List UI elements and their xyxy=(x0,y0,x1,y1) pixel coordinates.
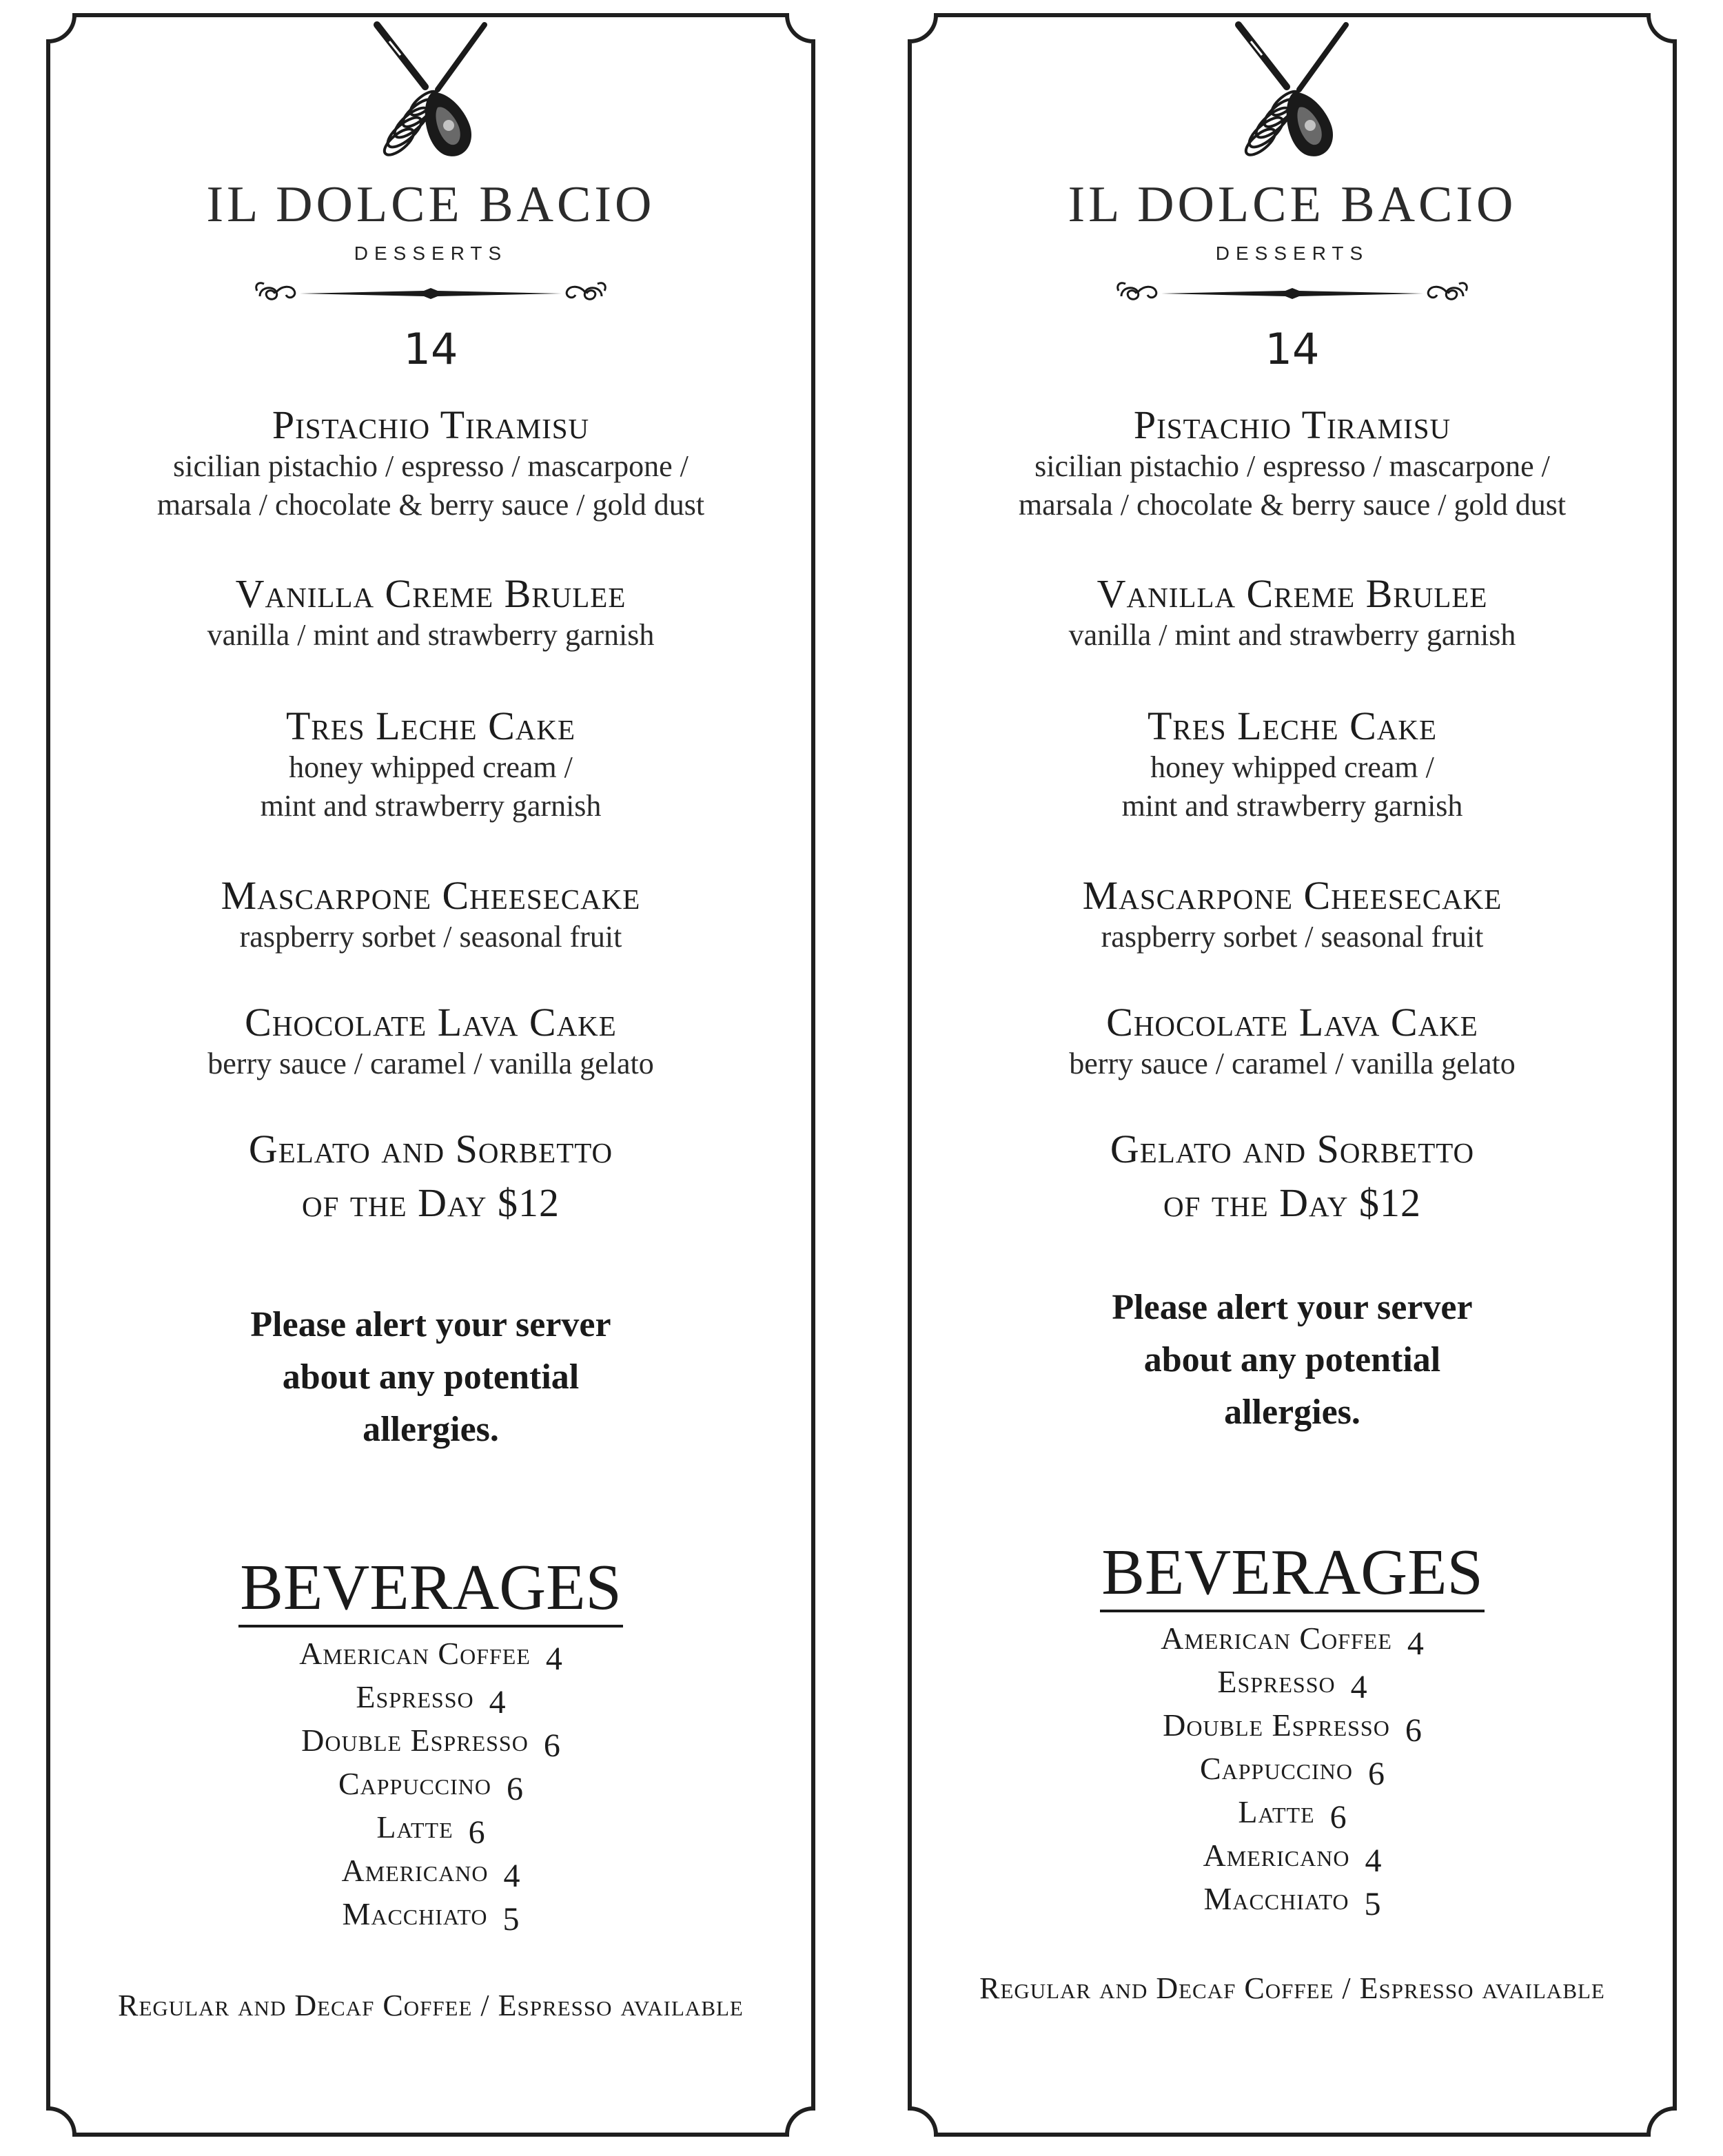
beverage-row xyxy=(862,1836,1723,1879)
beverage-price: 4 xyxy=(1365,1842,1382,1879)
beverages-title: BEVERAGES xyxy=(0,1550,862,1625)
menu-item xyxy=(0,403,862,524)
beverage-name: Latte xyxy=(1238,1794,1315,1829)
beverage-price: 5 xyxy=(1364,1886,1381,1922)
beverage-price: 5 xyxy=(502,1901,520,1938)
beverage-name: Double Espresso xyxy=(301,1723,529,1758)
allergy-line: Please alert your server xyxy=(1112,1288,1473,1327)
beverage-name: Americano xyxy=(341,1853,489,1888)
item-name: Vanilla Creme Brulee xyxy=(1097,571,1488,616)
menu-item xyxy=(0,572,862,655)
beverage-price: 6 xyxy=(543,1727,560,1764)
item-name: Chocolate Lava Cake xyxy=(1106,1000,1478,1045)
menu-item xyxy=(0,704,862,825)
beverage-price: 6 xyxy=(507,1771,524,1807)
beverage-price: 6 xyxy=(1368,1756,1385,1792)
beverage-row xyxy=(0,1634,862,1677)
menu-item xyxy=(862,874,1723,956)
beverage-name: Macchiato xyxy=(1203,1881,1349,1916)
item-name-line2: of the Day $12 xyxy=(1163,1180,1421,1225)
beverage-row xyxy=(862,1749,1723,1792)
beverage-price: 6 xyxy=(468,1814,485,1851)
beverage-name: Americano xyxy=(1203,1838,1350,1873)
beverage-row xyxy=(0,1721,862,1764)
menu-item xyxy=(0,1000,862,1083)
item-description: raspberry sorbet / seasonal fruit xyxy=(239,920,622,954)
beverage-row xyxy=(0,1765,862,1807)
whisk-spoon-logo-icon xyxy=(341,21,520,165)
beverages-title: BEVERAGES xyxy=(862,1535,1723,1610)
beverage-price: 6 xyxy=(1405,1712,1422,1749)
beverage-row xyxy=(862,1619,1723,1662)
beverage-price: 4 xyxy=(545,1641,562,1677)
item-name: Pistachio Tiramisu xyxy=(272,402,590,447)
beverage-price: 4 xyxy=(1350,1669,1367,1705)
allergy-line: about any potential xyxy=(282,1357,580,1397)
item-name: Gelato and Sorbetto xyxy=(1110,1127,1475,1171)
beverage-row xyxy=(862,1663,1723,1705)
flourish-divider-icon xyxy=(252,276,610,309)
item-description: vanilla / mint and strawberry garnish xyxy=(1068,618,1516,652)
beverage-name: Cappuccino xyxy=(338,1766,492,1801)
item-description: sicilian pistachio / espresso / mascarpone / xyxy=(1034,449,1550,483)
beverage-row xyxy=(0,1678,862,1721)
beverage-price: 4 xyxy=(489,1684,506,1721)
restaurant-name: IL DOLCE BACIO xyxy=(1068,176,1517,233)
item-name: Tres Leche Cake xyxy=(285,704,576,748)
allergy-line: allergies. xyxy=(1224,1393,1360,1432)
item-description: sicilian pistachio / espresso / mascarpone / xyxy=(173,449,689,483)
allergy-notice xyxy=(0,1299,862,1456)
item-description: honey whipped cream / xyxy=(1150,750,1434,784)
item-description: marsala / chocolate & berry sauce / gold dust xyxy=(1018,488,1567,522)
beverage-row xyxy=(862,1880,1723,1922)
dessert-price: 14 xyxy=(1265,324,1320,374)
menu-item xyxy=(862,403,1723,524)
allergy-line: allergies. xyxy=(363,1410,499,1449)
restaurant-name: IL DOLCE BACIO xyxy=(206,176,655,233)
item-name: Mascarpone Cheesecake xyxy=(1082,873,1502,918)
menu-item xyxy=(862,1000,1723,1083)
item-name: Chocolate Lava Cake xyxy=(245,1000,617,1045)
item-name: Vanilla Creme Brulee xyxy=(235,571,626,616)
item-description: mint and strawberry garnish xyxy=(260,789,602,823)
item-name: Pistachio Tiramisu xyxy=(1133,402,1451,447)
dessert-price: 14 xyxy=(403,324,458,374)
beverage-row xyxy=(862,1793,1723,1836)
menu-subtitle: DESSERTS xyxy=(354,243,508,264)
beverage-row xyxy=(0,1851,862,1894)
allergy-notice xyxy=(862,1282,1723,1439)
menu-item xyxy=(862,704,1723,825)
beverage-price: 4 xyxy=(1407,1625,1424,1662)
beverage-row xyxy=(862,1706,1723,1749)
menu-item xyxy=(862,572,1723,655)
item-description: mint and strawberry garnish xyxy=(1121,789,1463,823)
allergy-line: Please alert your server xyxy=(250,1305,611,1344)
beverage-row xyxy=(0,1895,862,1938)
item-description: raspberry sorbet / seasonal fruit xyxy=(1101,920,1484,954)
allergy-line: about any potential xyxy=(1143,1340,1441,1379)
item-name: Gelato and Sorbetto xyxy=(248,1127,613,1171)
item-name: Mascarpone Cheesecake xyxy=(221,873,641,918)
beverage-price: 6 xyxy=(1329,1799,1347,1836)
flourish-divider-icon xyxy=(1113,276,1471,309)
item-description: marsala / chocolate & berry sauce / gold dust xyxy=(156,488,705,522)
beverage-price: 4 xyxy=(503,1858,520,1894)
item-name-line2: of the Day $12 xyxy=(302,1180,560,1225)
item-name: Tres Leche Cake xyxy=(1147,704,1438,748)
item-description: berry sauce / caramel / vanilla gelato xyxy=(207,1047,654,1080)
menu-item xyxy=(862,1127,1723,1225)
menu-item xyxy=(0,1127,862,1225)
beverage-name: Espresso xyxy=(1217,1664,1336,1699)
item-description: honey whipped cream / xyxy=(289,750,573,784)
item-description: vanilla / mint and strawberry garnish xyxy=(207,618,655,652)
beverage-name: Espresso xyxy=(356,1679,474,1714)
coffee-availability-note: Regular and Decaf Coffee / Espresso available xyxy=(979,1971,1605,2005)
whisk-spoon-logo-icon xyxy=(1203,21,1382,165)
beverage-name: American Coffee xyxy=(299,1636,531,1671)
item-description: berry sauce / caramel / vanilla gelato xyxy=(1069,1047,1516,1080)
beverage-row xyxy=(0,1808,862,1851)
beverage-name: Cappuccino xyxy=(1199,1751,1354,1786)
beverage-name: Latte xyxy=(376,1809,453,1845)
menu-subtitle: DESSERTS xyxy=(1215,243,1369,264)
coffee-availability-note: Regular and Decaf Coffee / Espresso available xyxy=(118,1989,744,2022)
menu-item xyxy=(0,874,862,956)
menu-panel-right xyxy=(862,0,1723,2156)
beverage-name: Macchiato xyxy=(342,1896,488,1931)
beverage-name: American Coffee xyxy=(1161,1621,1392,1656)
beverage-name: Double Espresso xyxy=(1163,1707,1390,1743)
